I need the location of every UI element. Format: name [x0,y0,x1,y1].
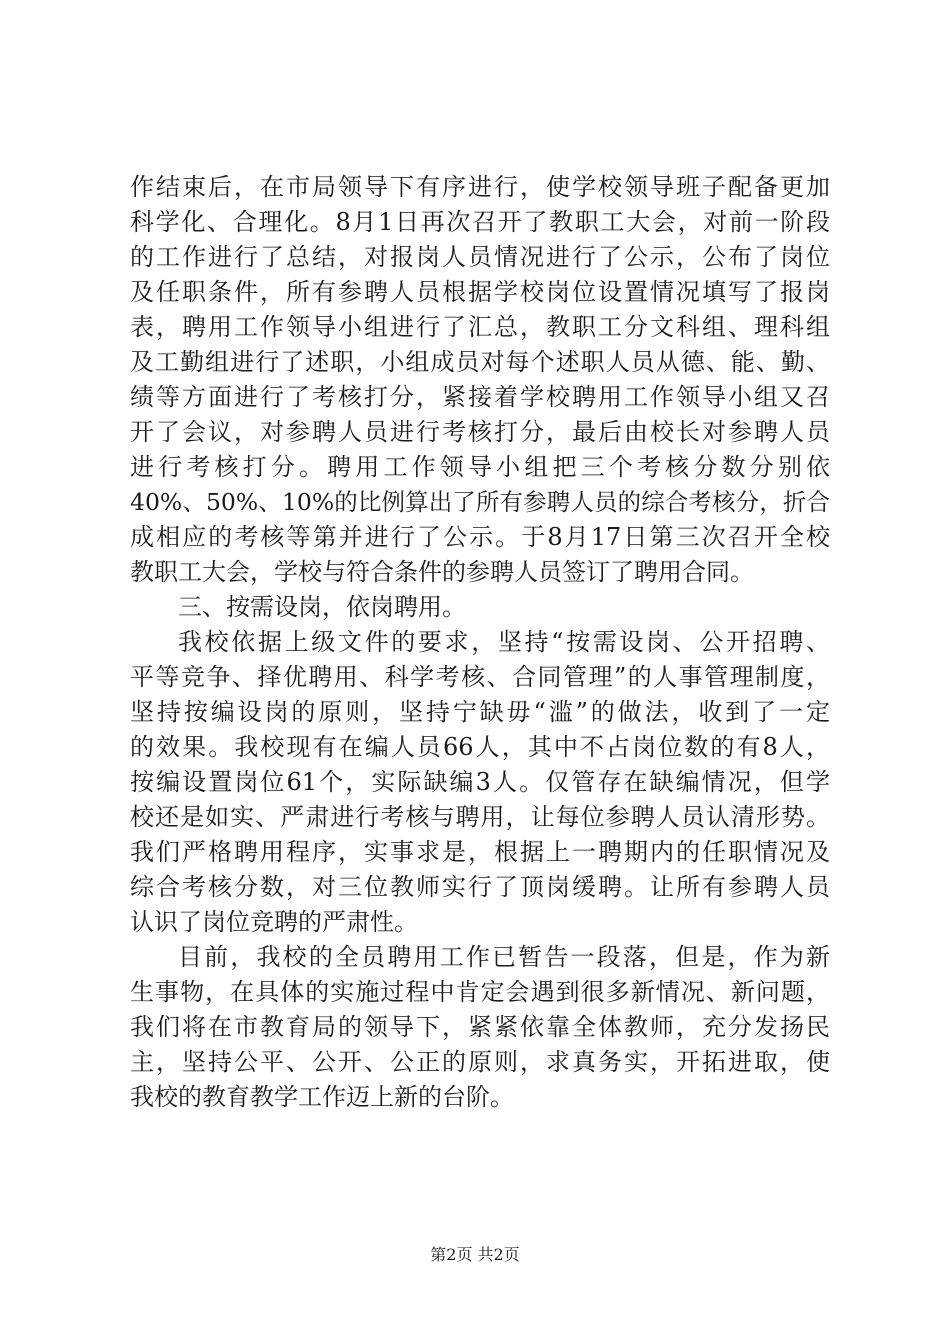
text-line: 我校的教育教学工作迈上新的台阶。 [130,1083,514,1111]
text-line: 表，聘用工作领导小组进行了汇总，教职工分文科组、理科组 [130,313,830,341]
text-line: 的效果。我校现有在编人员66人，其中不占岗位数的有8人， [130,733,830,761]
text-line: 进行考核打分。聘用工作领导小组把三个考核分数分别依 [130,453,830,481]
text-line: 我们严格聘用程序，实事求是，根据上一聘期内的任职情况及 [130,838,830,866]
text-line: 及任职条件，所有参聘人员根据学校岗位设置情况填写了报岗 [130,278,830,306]
text-line: 坚持按编设岗的原则，坚持宁缺毋“滥”的做法，收到了一定 [130,698,830,726]
text-line: 作结束后，在市局领导下有序进行，使学校领导班子配备更加 [130,173,830,201]
text-line: 开了会议，对参聘人员进行考核打分，最后由校长对参聘人员 [130,418,830,446]
text-line: 我们将在市教育局的领导下，紧紧依靠全体教师，充分发扬民 [130,1013,830,1041]
text-line: 按编设置岗位61个，实际缺编3人。仅管存在缺编情况，但学 [130,768,830,796]
text-line: 主，坚持公平、公开、公正的原则，求真务实，开拓进取，使 [130,1048,830,1076]
text-line: 校还是如实、严肃进行考核与聘用，让每位参聘人员认清形势。 [130,803,830,831]
text-line: 40%、50%、10%的比例算出了所有参聘人员的综合考核分，折合 [130,488,830,516]
text-line: 平等竞争、择优聘用、科学考核、合同管理”的人事管理制度， [130,663,830,691]
text-line: 及工勤组进行了述职，小组成员对每个述职人员从德、能、勤、 [130,348,830,376]
text-line: 目前，我校的全员聘用工作已暂告一段落，但是，作为新 [178,943,830,971]
text-line: 综合考核分数，对三位教师实行了顶岗缓聘。让所有参聘人员 [130,873,830,901]
text-line: 科学化、合理化。8月1日再次召开了教职工大会，对前一阶段 [130,208,830,236]
page-footer: 第2页 共2页 [430,1245,520,1264]
body-text [130,170,830,1115]
text-line: 认识了岗位竞聘的严肃性。 [130,908,418,936]
text-line: 我校依据上级文件的要求，坚持“按需设岗、公开招聘、 [178,628,830,656]
text-line: 教职工大会，学校与符合条件的参聘人员签订了聘用合同。 [130,558,754,586]
text-line: 的工作进行了总结，对报岗人员情况进行了公示，公布了岗位 [130,243,830,271]
text-line: 绩等方面进行了考核打分，紧接着学校聘用工作领导小组又召 [130,383,830,411]
text-line: 生事物，在具体的实施过程中肯定会遇到很多新情况、新问题， [130,978,830,1006]
text-line: 三、按需设岗，依岗聘用。 [178,593,466,621]
text-line: 成相应的考核等第并进行了公示。于8月17日第三次召开全校 [130,523,830,551]
